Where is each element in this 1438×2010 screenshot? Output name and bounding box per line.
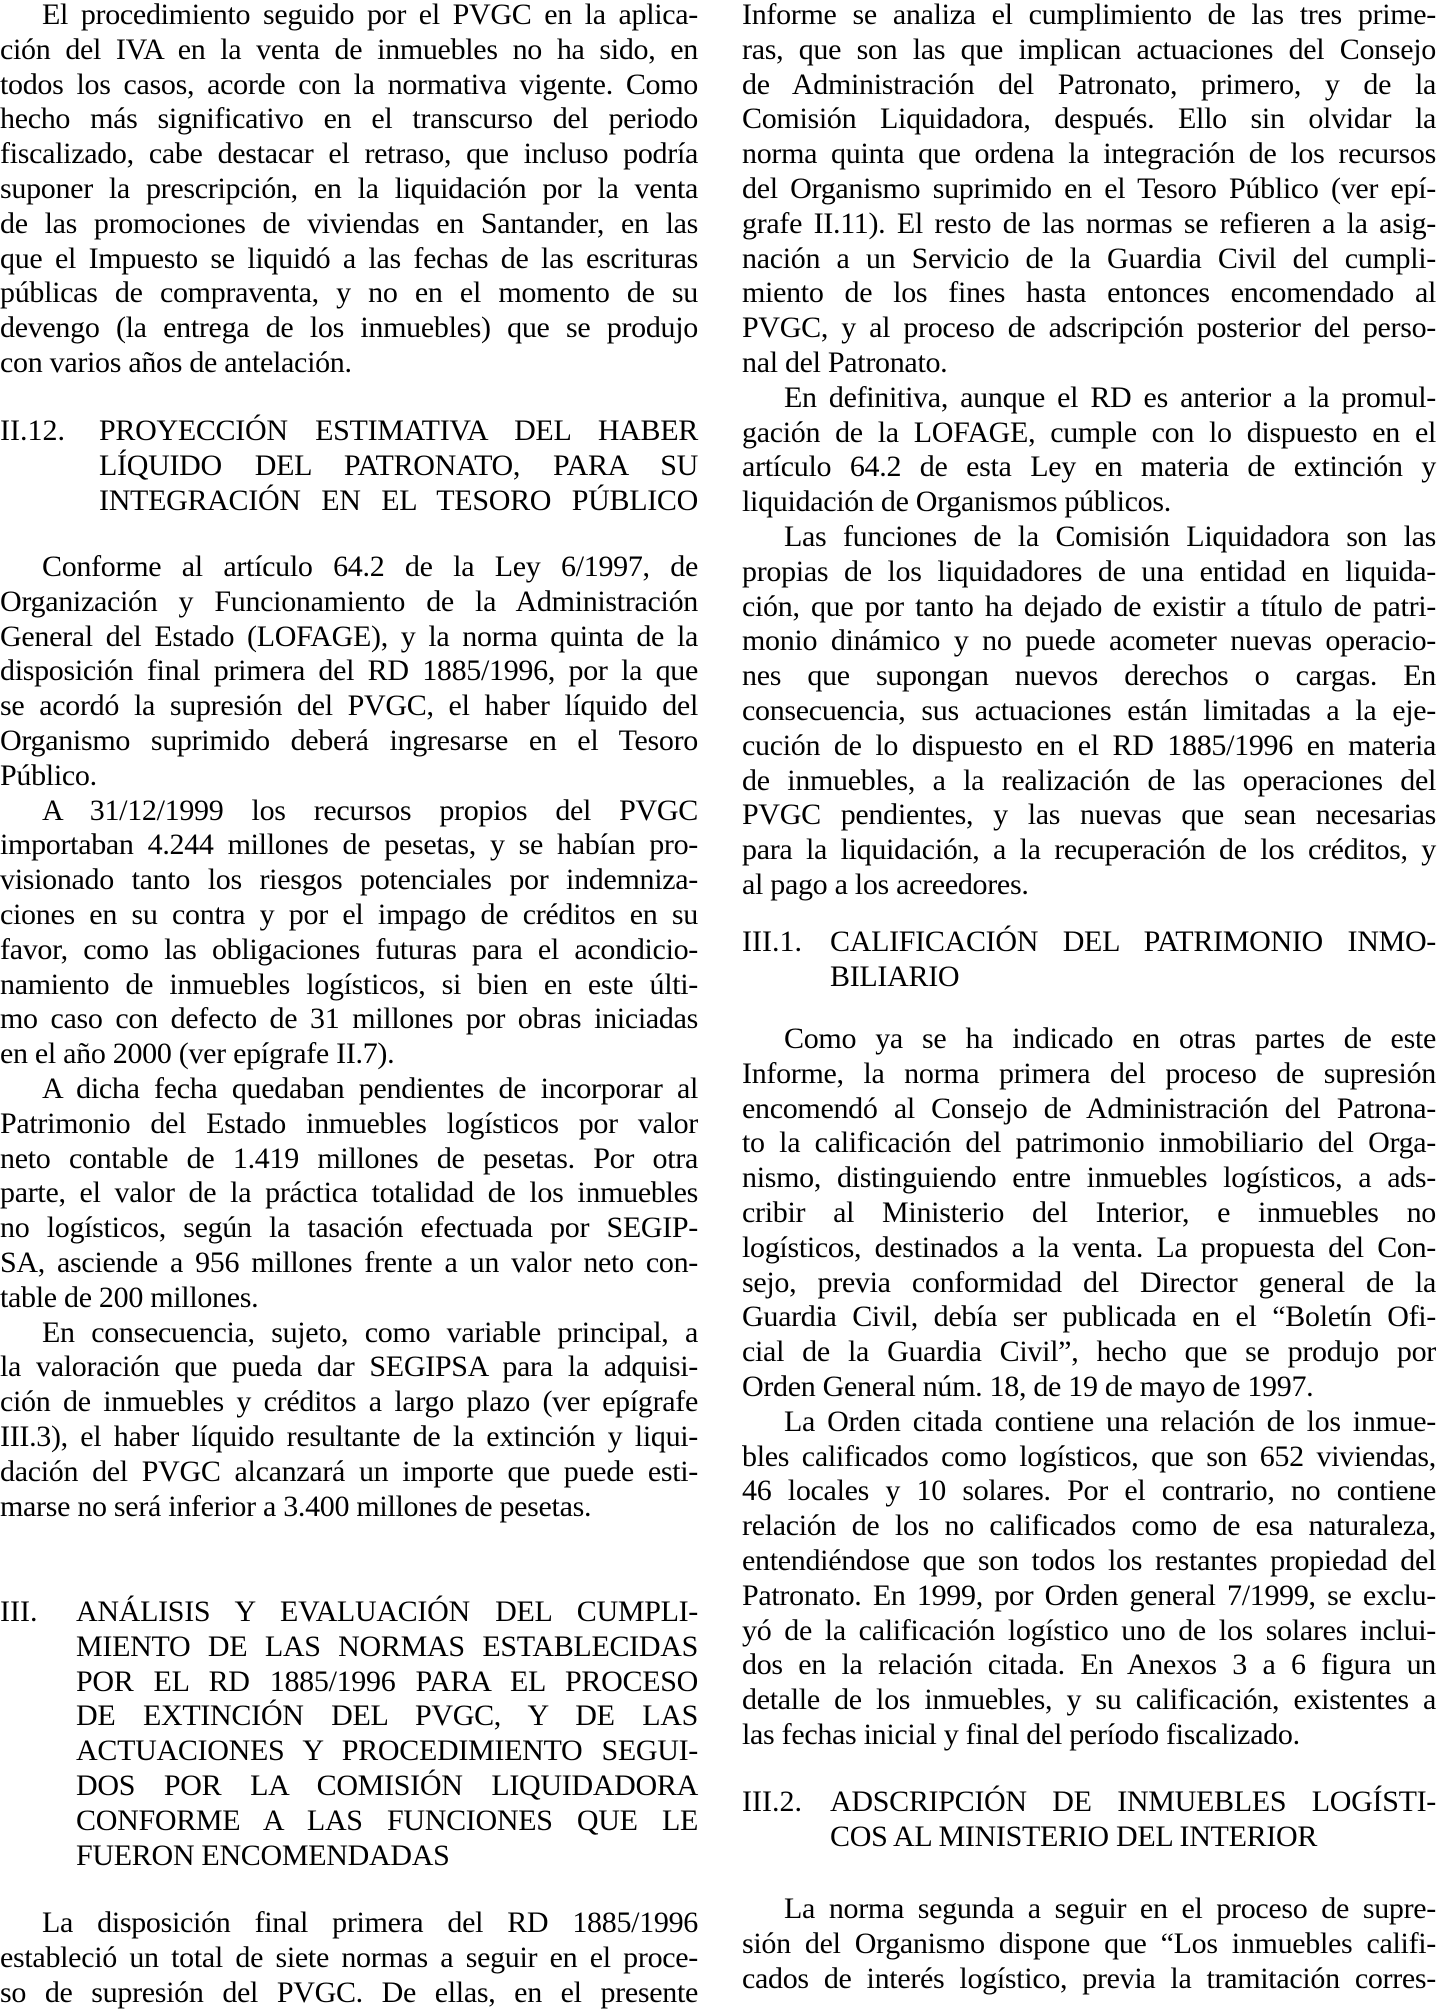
paragraph-line: gación de la LOFAGE, cumple con lo dispuesto en el [742, 415, 1436, 449]
paragraph-line: propias de los liquidadores de una entidad en liquida- [742, 554, 1436, 588]
paragraph-line: al pago a los acreedores. [742, 867, 1029, 901]
paragraph-line: de inmuebles, a la realización de las operaciones del [742, 763, 1436, 797]
section-title-line: LÍQUIDO DEL PATRONATO, PARA SU [99, 448, 698, 482]
paragraph-line: estableció un total de siete normas a seguir en el proce- [0, 1940, 698, 1974]
section-title-line: ANÁLISIS Y EVALUACIÓN DEL CUMPLI- [76, 1595, 698, 1628]
section-title [830, 1785, 1436, 1855]
paragraph-line: table de 200 millones. [0, 1280, 259, 1314]
paragraph [742, 1892, 1436, 1996]
paragraph-line: con varios años de antelación. [0, 345, 352, 379]
text-block [0, 0, 698, 381]
paragraph [742, 0, 1436, 381]
section-title-line: DE EXTINCIÓN DEL PVGC, Y DE LAS [76, 1699, 698, 1733]
text-block [0, 1906, 698, 2010]
paragraph-line: las fechas inicial y final del período fiscalizado. [742, 1717, 1300, 1751]
paragraph-line: disposición final primera del RD 1885/1996, por la que [0, 654, 698, 688]
paragraph-line: de Administración del Patronato, primero, y de la [742, 67, 1436, 101]
paragraph-line: marse no será inferior a 3.400 millones de pesetas. [0, 1489, 592, 1523]
section-title-line: BILIARIO [830, 959, 960, 993]
paragraph-line: Orden General núm. 18, de 19 de mayo de 1997. [742, 1369, 1314, 1403]
paragraph-line: cados de interés logístico, previa la tramitación corres- [742, 1961, 1436, 1995]
paragraph-line: en el año 2000 (ver epígrafe II.7). [0, 1037, 395, 1071]
paragraph-line: ción, que por tanto ha dejado de existir a título de patri- [742, 589, 1436, 623]
section-title-line: FUERON ENCOMENDADAS [76, 1838, 450, 1872]
paragraph-line: namiento de inmuebles logísticos, si bien en este últi- [0, 967, 698, 1001]
paragraph-line: Organismo suprimido deberá ingresarse en el Tesoro [0, 723, 698, 757]
paragraph-line: artículo 64.2 de esta Ley en materia de extinción y [742, 450, 1436, 484]
paragraph-line: entendiéndose que son todos los restantes propiedad del [742, 1543, 1436, 1577]
section-title [76, 1595, 698, 1873]
paragraph [742, 1405, 1436, 1753]
paragraph-line: En consecuencia, sujeto, como variable principal, a [42, 1315, 698, 1349]
paragraph [0, 550, 698, 794]
paragraph-line: encomendó al Consejo de Administración del Patrona- [742, 1091, 1436, 1125]
section-title-line: COS AL MINISTERIO DEL INTERIOR [830, 1819, 1318, 1853]
paragraph-line: nación a un Servicio de la Guardia Civil del cumpli- [742, 241, 1436, 275]
paragraph-line: Organización y Funcionamiento de la Administración [0, 584, 698, 618]
paragraph-line: neto contable de 1.419 millones de pesetas. Por otra [0, 1141, 698, 1175]
paragraph-line: En definitiva, aunque el RD es anterior a la promul- [784, 380, 1436, 414]
paragraph-line: miento de los fines hasta entonces encomendado al [742, 276, 1436, 310]
paragraph-line: El procedimiento seguido por el PVGC en la aplica- [42, 0, 698, 31]
paragraph-line: ciones en su contra y por el impago de créditos en su [0, 897, 698, 931]
section-number: III.1. [742, 925, 802, 958]
paragraph-line: Informe, la norma primera del proceso de supresión [742, 1056, 1436, 1090]
paragraph-line: SA, asciende a 956 millones frente a un valor neto con- [0, 1245, 698, 1279]
section-title [830, 925, 1436, 995]
section-title-line: ACTUACIONES Y PROCEDIMIENTO SEGUI- [76, 1734, 698, 1768]
paragraph-line: devengo (la entrega de los inmuebles) que se produjo [0, 311, 698, 345]
paragraph-line: mo caso con defecto de 31 millones por obras iniciadas [0, 1002, 698, 1036]
paragraph-line: parte, el valor de la práctica totalidad de los inmuebles [0, 1176, 698, 1210]
section-title [99, 414, 698, 518]
paragraph [742, 1022, 1436, 1405]
paragraph-line: cial de la Guardia Civil”, hecho que se produjo por [742, 1335, 1436, 1369]
paragraph-line: so de supresión del PVGC. De ellas, en el presente [0, 1975, 698, 2009]
paragraph-line: Patronato. En 1999, por Orden general 7/1999, se exclu- [742, 1578, 1436, 1612]
section-title-line: MIENTO DE LAS NORMAS ESTABLECIDAS [76, 1629, 698, 1663]
paragraph-line: importaban 4.244 millones de pesetas, y se habían pro- [0, 828, 698, 862]
paragraph-line: nal del Patronato. [742, 345, 948, 379]
paragraph-line: Patrimonio del Estado inmuebles logísticos por valor [0, 1106, 698, 1140]
section-title-line: CONFORME A LAS FUNCIONES QUE LE [76, 1803, 698, 1837]
text-block [742, 1022, 1436, 1753]
paragraph-line: III.3), el haber líquido resultante de la extinción y liqui- [0, 1419, 698, 1453]
paragraph-line: PVGC pendientes, y las nuevas que sean necesarias [742, 798, 1436, 832]
paragraph-line: sión del Organismo dispone que “Los inmuebles califi- [742, 1926, 1436, 1960]
paragraph-line: hecho más significativo en el transcurso del periodo [0, 102, 698, 136]
paragraph-line: Como ya se ha indicado en otras partes de este [784, 1022, 1436, 1055]
paragraph-line: 46 locales y 10 solares. Por el contrario, no contiene [742, 1474, 1436, 1508]
paragraph-line: todos los casos, acorde con la normativa vigente. Como [0, 67, 698, 101]
text-block [742, 0, 1436, 903]
paragraph-line: no logísticos, según la tasación efectuada por SEGIP- [0, 1211, 698, 1245]
paragraph-line: suponer la prescripción, en la liquidación por la venta [0, 171, 698, 205]
paragraph-line: consecuencia, sus actuaciones están limitadas a la eje- [742, 693, 1436, 727]
paragraph-line: La disposición final primera del RD 1885/1996 [42, 1906, 698, 1939]
paragraph-line: monio dinámico y no puede acometer nuevas operacio- [742, 624, 1436, 658]
right-column [742, 0, 1436, 1999]
text-block [0, 550, 698, 1524]
paragraph-line: sejo, previa conformidad del Director general de la [742, 1265, 1436, 1299]
paragraph-line: ras, que son las que implican actuaciones del Consejo [742, 32, 1436, 66]
paragraph-line: detalle de los inmuebles, y su calificación, existentes a [742, 1683, 1436, 1717]
paragraph-line: La norma segunda a seguir en el proceso de supre- [784, 1892, 1436, 1925]
paragraph-line: logísticos, destinados a la venta. La propuesta del Con- [742, 1230, 1436, 1264]
paragraph-line: visionado tanto los riesgos potenciales por indemniza- [0, 863, 698, 897]
paragraph-line: ción del IVA en la venta de inmuebles no ha sido, en [0, 32, 698, 66]
paragraph-line: cribir al Ministerio del Interior, e inmuebles no [742, 1195, 1436, 1229]
paragraph-line: General del Estado (LOFAGE), y la norma quinta de la [0, 619, 698, 653]
paragraph [0, 1316, 698, 1525]
left-column [0, 0, 698, 2009]
paragraph [0, 794, 698, 1072]
paragraph-line: yó de la calificación logístico uno de los solares inclui- [742, 1613, 1436, 1647]
paragraph-line: la valoración que pueda dar SEGIPSA para la adquisi- [0, 1350, 698, 1384]
paragraph-line: ción de inmuebles y créditos a largo plazo (ver epígrafe [0, 1385, 698, 1419]
paragraph-line: A dicha fecha quedaban pendientes de incorporar al [42, 1071, 698, 1105]
paragraph-line: A 31/12/1999 los recursos propios del PVGC [42, 793, 698, 827]
paragraph-line: liquidación de Organismos públicos. [742, 485, 1171, 519]
paragraph-line: norma quinta que ordena la integración de los recursos [742, 137, 1436, 171]
paragraph-line: de las promociones de viviendas en Santander, en las [0, 206, 698, 240]
paragraph-line: Público. [0, 758, 97, 792]
paragraph [742, 381, 1436, 520]
paragraph [0, 0, 698, 381]
section-title-line: PROYECCIÓN ESTIMATIVA DEL HABER [99, 414, 698, 447]
text-block [742, 1892, 1436, 1996]
paragraph-line: Guardia Civil, debía ser publicada en el “Boletín Ofi- [742, 1300, 1436, 1334]
paragraph-line: bles calificados como logísticos, que son 652 viviendas, [742, 1439, 1436, 1473]
paragraph-line: dos en la relación citada. En Anexos 3 a 6 figura un [742, 1648, 1436, 1682]
section-number: III.2. [742, 1785, 802, 1818]
paragraph-line: se acordó la supresión del PVGC, el haber líquido del [0, 689, 698, 723]
paragraph [0, 1072, 698, 1316]
paragraph-line: to la calificación del patrimonio inmobiliario del Orga- [742, 1126, 1436, 1160]
paragraph-line: PVGC, y al proceso de adscripción posterior del perso- [742, 311, 1436, 345]
paragraph-line: dación del PVGC alcanzará un importe que puede esti- [0, 1454, 698, 1488]
paragraph-line: cución de lo dispuesto en el RD 1885/1996 en materia [742, 728, 1436, 762]
paragraph-line: públicas de compraventa, y no en el momento de su [0, 276, 698, 310]
paragraph-line: que el Impuesto se liquidó a las fechas de las escrituras [0, 241, 698, 275]
paragraph-line: Conforme al artículo 64.2 de la Ley 6/1997, de [42, 550, 698, 583]
section-title-line: CALIFICACIÓN DEL PATRIMONIO INMO- [830, 925, 1436, 958]
section-title-line: ADSCRIPCIÓN DE INMUEBLES LOGÍSTI- [830, 1785, 1436, 1818]
paragraph-line: Comisión Liquidadora, después. Ello sin olvidar la [742, 102, 1436, 136]
paragraph-line: del Organismo suprimido en el Tesoro Público (ver epí- [742, 171, 1436, 205]
paragraph-line: fiscalizado, cabe destacar el retraso, que incluso podría [0, 137, 698, 171]
section-title-line: POR EL RD 1885/1996 PARA EL PROCESO [76, 1664, 698, 1698]
paragraph-line: para la liquidación, a la recuperación de los créditos, y [742, 833, 1436, 867]
paragraph-line: nismo, distinguiendo entre inmuebles logísticos, a ads- [742, 1161, 1436, 1195]
paragraph [0, 1906, 698, 2010]
section-number: II.12. [0, 414, 65, 447]
paragraph-line: relación de los no calificados como de esa naturaleza, [742, 1509, 1436, 1543]
paragraph-line: grafe II.11). El resto de las normas se refieren a la asig- [742, 206, 1436, 240]
paragraph-line: nes que supongan nuevos derechos o cargas. En [742, 659, 1436, 693]
paragraph-line: Informe se analiza el cumplimiento de las tres prime- [742, 0, 1436, 31]
section-title-line: DOS POR LA COMISIÓN LIQUIDADORA [76, 1768, 698, 1802]
paragraph-line: Las funciones de la Comisión Liquidadora son las [784, 519, 1436, 553]
section-title-line: INTEGRACIÓN EN EL TESORO PÚBLICO [99, 483, 698, 517]
section-number: III. [0, 1595, 38, 1628]
paragraph-line: La Orden citada contiene una relación de los inmue- [784, 1404, 1436, 1438]
paragraph [742, 520, 1436, 903]
paragraph-line: favor, como las obligaciones futuras para el acondicio- [0, 932, 698, 966]
